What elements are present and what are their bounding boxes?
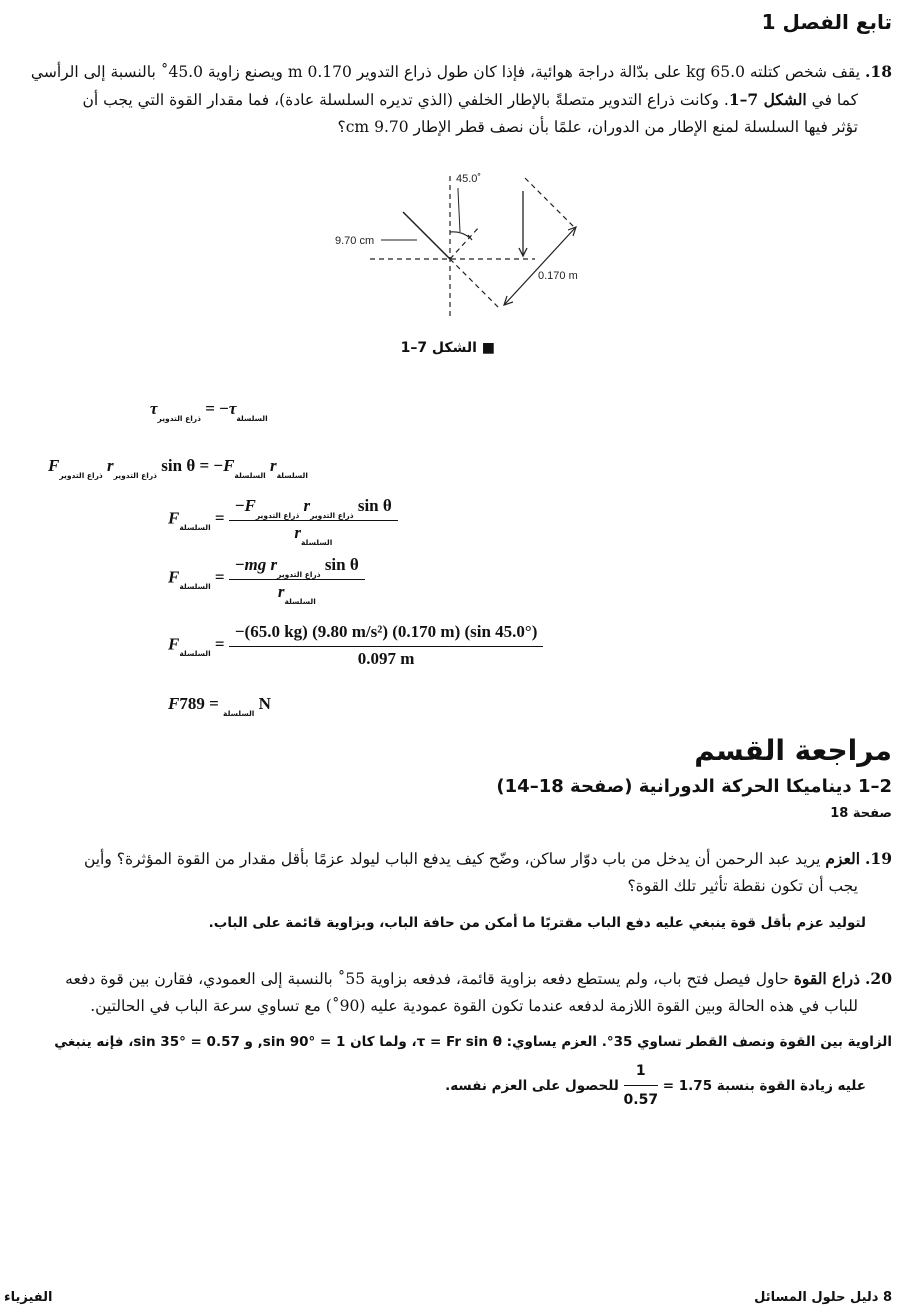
figure-caption: ■ الشكل 7–1 xyxy=(400,340,495,356)
problem-19-line2: يجب أن تكون نقطة تأثير تلك القوة؟ xyxy=(627,877,858,895)
footer-left: الفيزياء xyxy=(4,1290,53,1305)
fraction: $\frac{\text{−(65.0 kg) (9.80 m/s²) (0.170 m) (sin 45.0°)}}{0.097 m}$ xyxy=(229,622,544,669)
caption-marker-icon: ■ xyxy=(481,340,495,356)
answer-20 xyxy=(0,1030,892,1113)
problem-18-line3: تؤثر فيها السلسلة لمنع الإطار من الدوران، علمًا بأن نصف قطر الإطار 9.70 cm؟ xyxy=(337,118,858,136)
equation-3: $F_{السلسلة}$ = $\frac{-F_{ذراع التدوير} r_{ذراع التدوير} \sin \theta}{r_{السلسلة}}$ xyxy=(168,496,398,543)
running-head: تابع الفصل 1 xyxy=(761,10,892,34)
problem-19-line1: 19. العزم يريد عبد الرحمن أن يدخل من باب دوّار ساكن، وضّح كيف يدفع الباب ليولد عزمًا بأقل مقدار من القوة المؤثرة؟ وأين xyxy=(83,849,892,868)
answer-20-line1: الزاوية بين القوة ونصف القطر تساوي 35°. العزم يساوي: τ = Fr sin θ، ولما كان sin 90° = 1, و sin 35° = 0.57، فإنه ينبغي xyxy=(54,1034,892,1050)
angle-label: 45.0˚ xyxy=(456,173,482,185)
problem-20 xyxy=(0,965,892,1020)
problem-18 xyxy=(0,58,892,141)
problem-18-line1: 18. يقف شخص كتلته 65.0 kg على بدّالة دراجة هوائية، فإذا كان طول ذراع التدوير 0.170 m ويصنع زاوية 45.0˚ بالنسبة إلى الرأسي xyxy=(30,62,892,81)
equation-4: $F_{السلسلة}$ = $\frac{-mg r_{ذراع التدوير} \sin \theta}{r_{السلسلة}}$ xyxy=(168,555,365,602)
radius-label: 9.70 cm xyxy=(335,235,375,247)
problem-term: العزم xyxy=(825,849,861,868)
footer-right: 8 دليل حلول المسائل xyxy=(754,1290,892,1305)
equation-2: $F_{ذراع التدوير}$ $r_{ذراع التدوير}$ $\sin \theta = -F_{السلسلة}$ $r_{السلسلة}$ xyxy=(48,456,308,480)
equation-1: $\tau_{ذراع التدوير} = -\tau_{السلسلة}$ xyxy=(150,399,268,423)
fraction: $\frac{-F_{ذراع التدوير} r_{ذراع التدوير} \sin \theta}{r_{السلسلة}}$ xyxy=(229,496,398,543)
problem-number: 18. xyxy=(865,62,892,81)
problem-20-line2: للباب في هذه الحالة وبين القوة اللازمة لدفعه عندما تكون القوة عمودية عليه (90˚) مع تساوي سرعة الباب في الحالتين. xyxy=(90,997,858,1015)
answer-20-line2: عليه زيادة القوة بنسبة 1.75 = $\frac{1}{0.57}$ للحصول على العزم نفسه. xyxy=(0,1059,892,1113)
fraction: $\frac{-mg r_{ذراع التدوير} \sin \theta}{r_{السلسلة}}$ xyxy=(229,555,365,602)
page-reference: صفحة 18 xyxy=(830,806,892,821)
ratio-fraction: $\frac{1}{0.57}$ xyxy=(624,1059,659,1113)
problem-term: ذراع القوة xyxy=(793,969,861,988)
arm-length-label: 0.170 m xyxy=(538,270,578,282)
equation-5: $F_{السلسلة}$ = $\frac{\text{−(65.0 kg) (9.80 m/s²) (0.170 m) (sin 45.0°)}}{0.097 m}$ xyxy=(168,622,543,669)
bicycle-pedal-figure xyxy=(325,168,595,318)
section-title: مراجعة القسم xyxy=(694,734,892,767)
answer-19: لتوليد عزم بأقل قوة ينبغي عليه دفع الباب مقتربًا ما أمكن من حافة الباب، وبزاوية قائمة على الباب. xyxy=(208,915,866,931)
problem-19 xyxy=(0,845,892,900)
section-subtitle: 2–1 ديناميكا الحركة الدورانية (صفحة 18–14) xyxy=(496,776,892,797)
equation-result: $F_{السلسلة} = 789$ N xyxy=(168,694,271,718)
figure-reference: الشكل 7–1 xyxy=(728,90,807,109)
problem-20-line1: 20. ذراع القوة حاول فيصل فتح باب، ولم يستطع دفعه بزاوية قائمة، فدفعه بزاوية 55˚ بالنسبة إلى العمودي، فقارن بين قوة دفعه xyxy=(65,969,892,988)
problem-18-line2: كما في الشكل 7–1. وكانت ذراع التدوير متصلةً بالإطار الخلفي (الذي تديره السلسلة عادة)، فما مقدار القوة التي يجب أن xyxy=(82,90,858,109)
